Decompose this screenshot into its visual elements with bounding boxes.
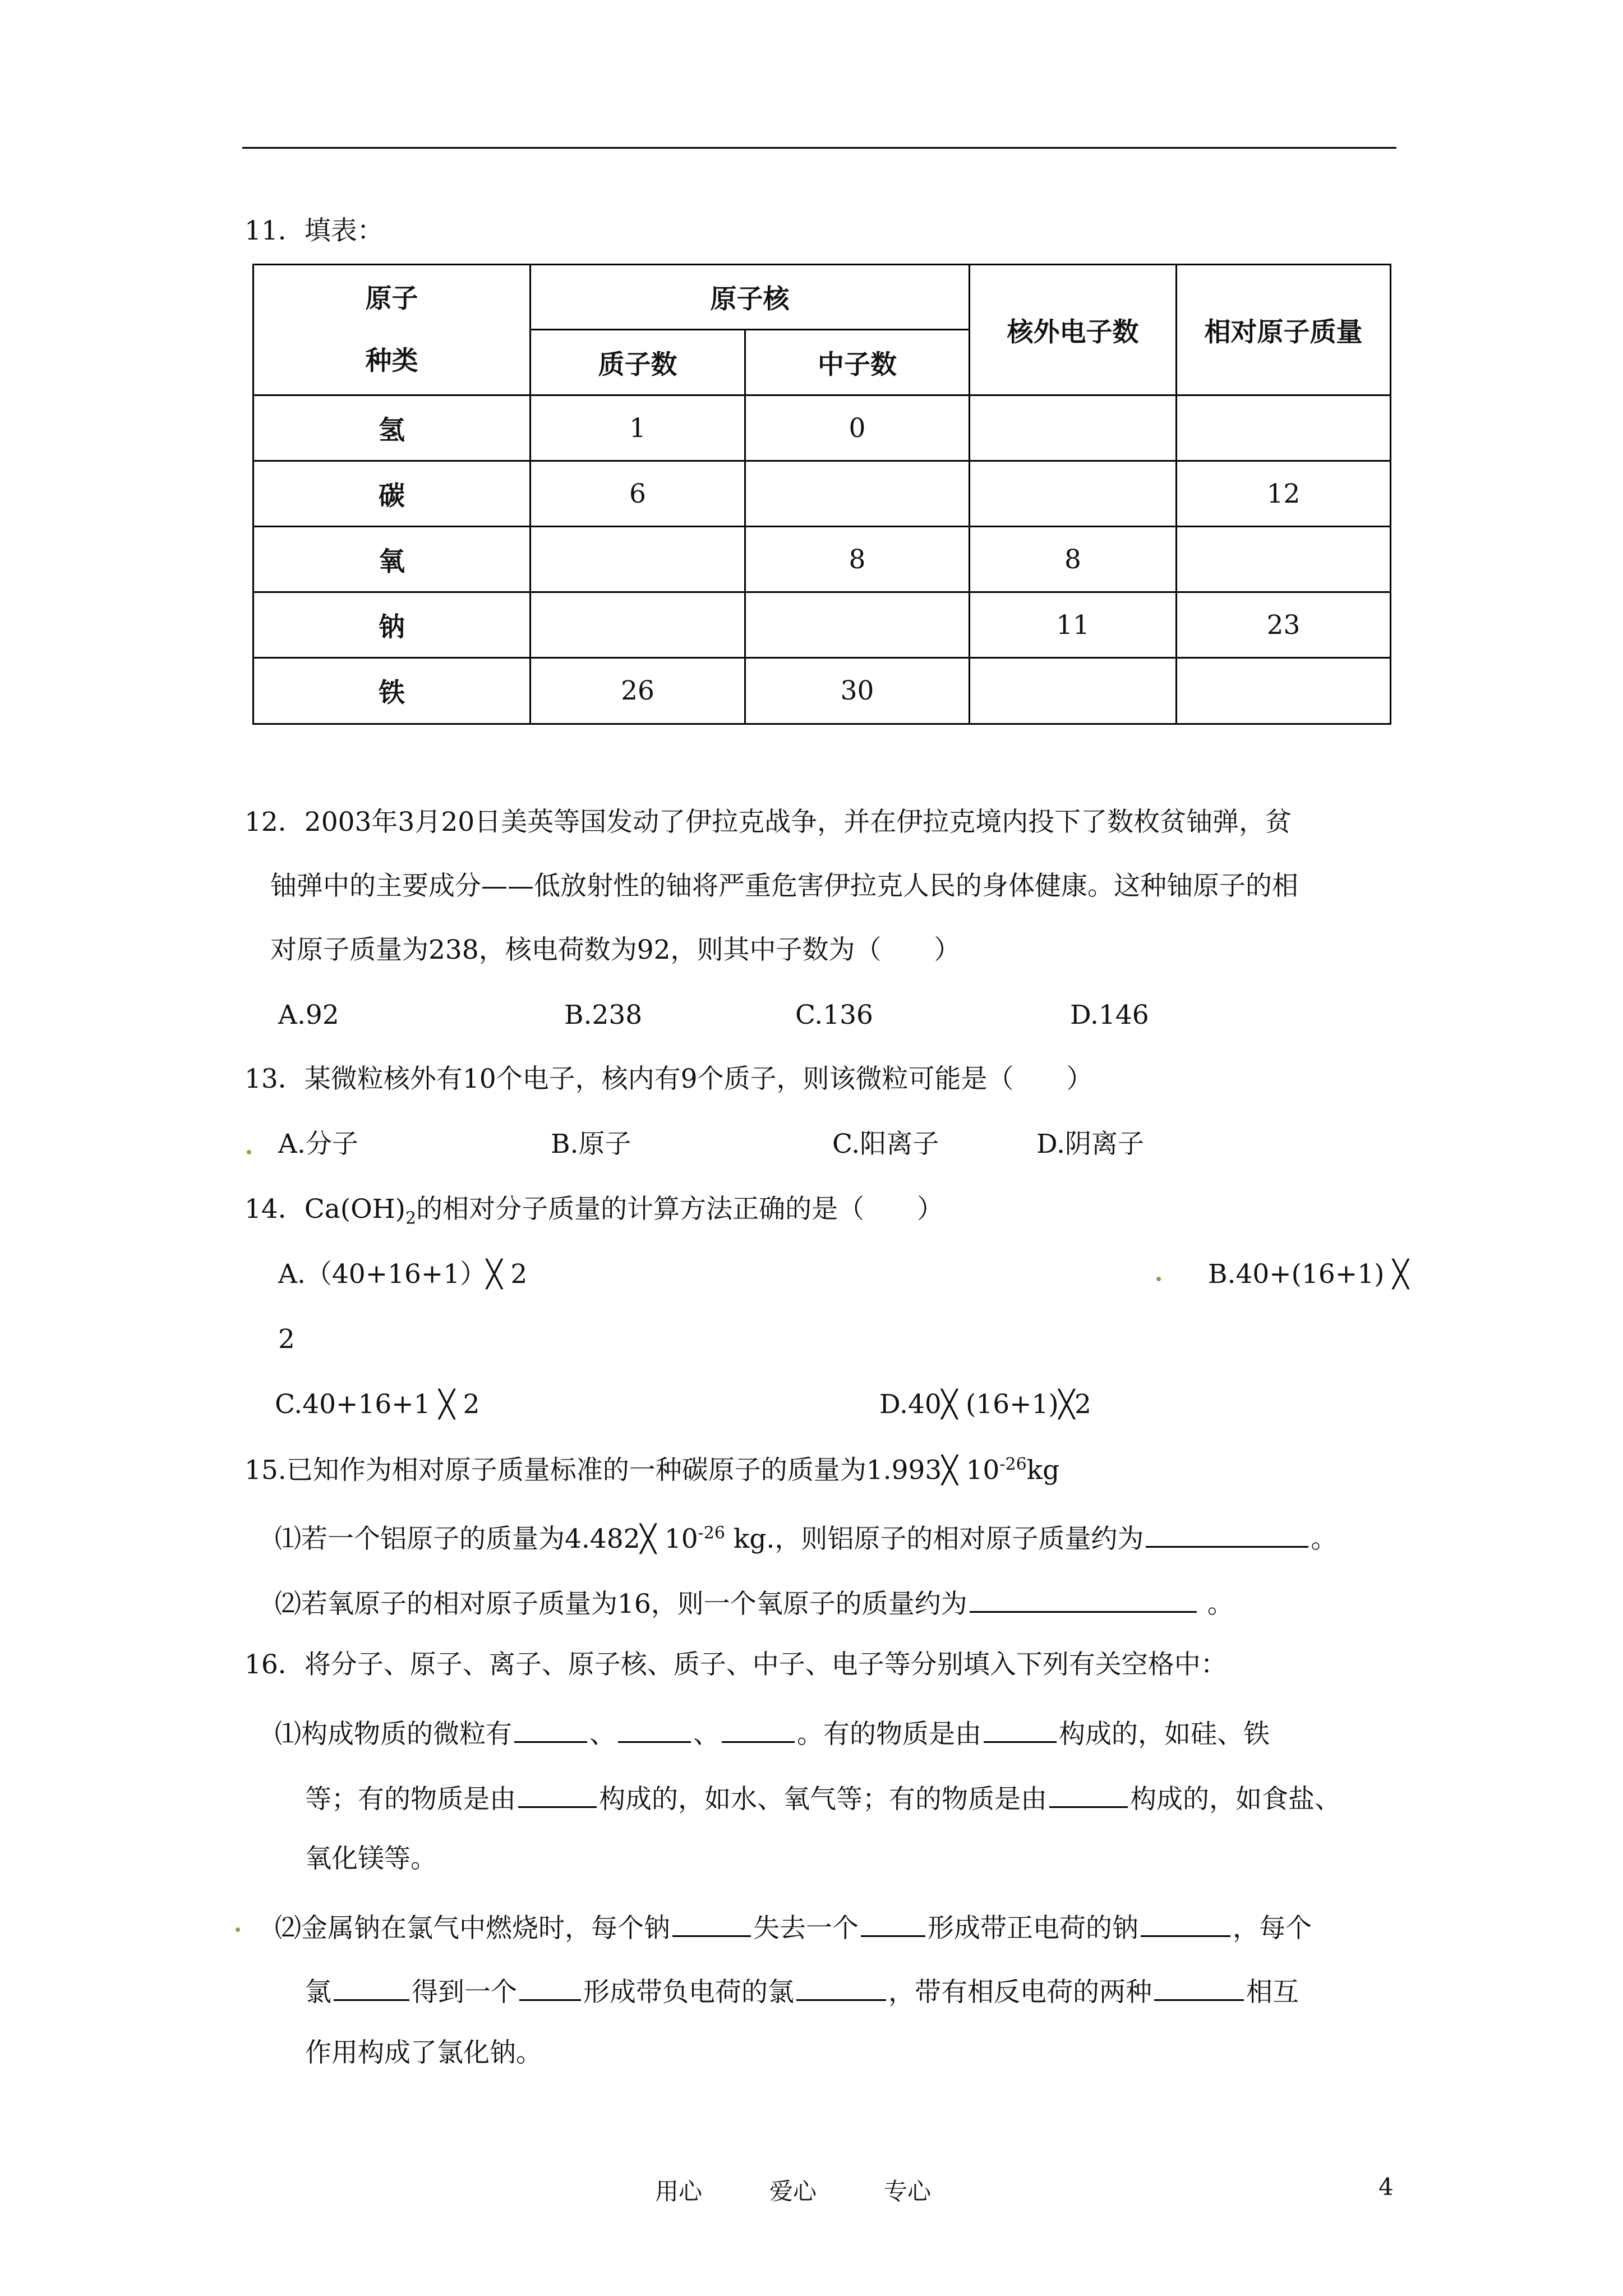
answer-blank[interactable] (1146, 1521, 1308, 1548)
q12-option-c: C.136 (795, 1000, 873, 1030)
q14-option-c: C.40+16+1 ╳ 2 (275, 1389, 480, 1420)
neutrons-cell (745, 461, 970, 527)
q12-option-a: A.92 (278, 1000, 339, 1030)
stray-mark (236, 1927, 240, 1932)
stray-mark (1156, 1277, 1161, 1281)
page-number: 4 (1378, 2173, 1394, 2201)
q16-part-1-line-2: 等；有的物质是由 构成的，如水、氧气等；有的物质是由 构成的，如食盐、 (305, 1782, 1341, 1812)
electrons-cell (970, 658, 1177, 724)
mass-cell: 23 (1177, 592, 1391, 658)
footer-word: 专心 (884, 2178, 932, 2205)
q14-option-a: A.（40+16+1）╳ 2 (278, 1259, 528, 1290)
atom-table (252, 264, 1391, 725)
protons-cell: 1 (531, 395, 745, 461)
protons-cell (531, 592, 745, 658)
q14-stem: 14．$Ca(OH)_2$的相对分子质量的计算方法正确的是（ ） (245, 1194, 944, 1228)
q13-option-b: B.原子 (551, 1129, 631, 1159)
header-nucleus: 原子核 (531, 265, 970, 330)
q16-part-1-line-1: ⑴构成物质的微粒有 、 、 。有的物质是由 构成的，如硅、铁 (275, 1717, 1270, 1747)
table-row (253, 461, 1391, 527)
q12-line-1: 12．2003年3月20日美英等国发动了伊拉克战争，并在伊拉克境内投下了数枚贫铀弹，贫 (245, 807, 1292, 838)
electrons-cell: 11 (970, 592, 1177, 658)
mass-cell (1177, 527, 1391, 592)
table-row (253, 395, 1391, 461)
mass-cell: 12 (1177, 461, 1391, 527)
answer-blank[interactable] (618, 1717, 691, 1743)
answer-blank[interactable] (1049, 1782, 1128, 1808)
atom-name: 钠 (253, 592, 531, 658)
answer-blank[interactable] (970, 1586, 1197, 1613)
neutrons-cell (745, 592, 970, 658)
header-protons: 质子数 (531, 330, 745, 395)
neutrons-cell: 8 (745, 527, 970, 592)
stray-mark (247, 1150, 251, 1154)
atom-name: 碳 (253, 461, 531, 527)
q16-part-2-line-3: 作用构成了氯化钠。 (305, 2037, 542, 2068)
answer-blank[interactable] (1141, 1911, 1230, 1937)
electrons-cell: 8 (970, 527, 1177, 592)
q16-stem: 16．将分子、原子、离子、原子核、质子、中子、电子等分别填入下列有关空格中： (245, 1649, 1227, 1680)
protons-cell: 6 (531, 461, 745, 527)
q13-option-d: D.阴离子 (1036, 1129, 1144, 1159)
protons-cell: 26 (531, 658, 745, 724)
q14-option-d: D.40╳ (16+1)╳2 (879, 1389, 1091, 1420)
q11-title: 11．填表： (245, 215, 384, 246)
q12-line-3: 对原子质量为238，核电荷数为92，则其中子数为（ ） (270, 935, 961, 965)
answer-blank[interactable] (984, 1717, 1057, 1743)
mass-cell (1177, 395, 1391, 461)
footer-word: 用心 (655, 2178, 703, 2205)
header-neutrons: 中子数 (745, 330, 970, 395)
answer-blank[interactable] (1154, 1975, 1244, 2001)
q13-stem: 13．某微粒核外有10个电子，核内有9个质子，则该微粒可能是（ ） (245, 1064, 1093, 1094)
protons-cell (531, 527, 745, 592)
answer-blank[interactable] (796, 1975, 886, 2001)
q15-stem: 15.已知作为相对原子质量标准的一种碳原子的质量为1.993╳ $10^{-26}kg$ (245, 1455, 1060, 1486)
header-rule (242, 147, 1396, 149)
answer-blank[interactable] (672, 1911, 751, 1937)
atom-name: 铁 (253, 658, 531, 724)
q15-part-1: ⑴若一个铝原子的质量为4.482╳ $10^{-26}$ kg.，则铝原子的相对原子质量约为 。 (275, 1521, 1337, 1552)
neutrons-cell: 0 (745, 395, 970, 461)
table-row (253, 658, 1391, 724)
q14-option-b: B.40+(16+1) ╳ (1208, 1259, 1409, 1290)
header-atom-kind: 原子 种类 (253, 265, 531, 395)
answer-blank[interactable] (514, 1717, 587, 1743)
footer-word: 爱心 (769, 2178, 817, 2205)
neutrons-cell: 30 (745, 658, 970, 724)
header-mass: 相对原子质量 (1177, 265, 1391, 395)
q13-option-c: C.阳离子 (832, 1129, 939, 1159)
answer-blank[interactable] (861, 1911, 925, 1937)
answer-blank[interactable] (722, 1717, 795, 1743)
q16-part-2-line-1: ⑵金属钠在氯气中燃烧时，每个钠 失去一个 形成带正电荷的钠 ，每个 (275, 1911, 1312, 1941)
table-row (253, 527, 1391, 592)
answer-blank[interactable] (518, 1782, 597, 1808)
q13-option-a: A.分子 (278, 1129, 358, 1159)
q16-part-1-line-3: 氧化镁等。 (305, 1843, 437, 1874)
electrons-cell (970, 395, 1177, 461)
atom-name: 氧 (253, 527, 531, 592)
q16-part-2-line-2: 氯 得到一个 形成带负电荷的氯 ，带有相反电荷的两种 相互 (305, 1975, 1299, 2005)
atom-name: 氢 (253, 395, 531, 461)
electrons-cell (970, 461, 1177, 527)
mass-cell (1177, 658, 1391, 724)
q12-line-2: 铀弹中的主要成分——低放射性的铀将严重危害伊拉克人民的身体健康。这种铀原子的相 (270, 871, 1298, 901)
q12-option-b: B.238 (564, 1000, 643, 1030)
q14-option-b-wrap: 2 (278, 1324, 295, 1355)
q15-part-2: ⑵若氧原子的相对原子质量为16，则一个氧原子的质量约为 。 (275, 1586, 1234, 1617)
table-row (253, 592, 1391, 658)
q12-option-d: D.146 (1070, 1000, 1149, 1030)
answer-blank[interactable] (334, 1975, 409, 2001)
header-electrons: 核外电子数 (970, 265, 1177, 395)
answer-blank[interactable] (519, 1975, 581, 2001)
